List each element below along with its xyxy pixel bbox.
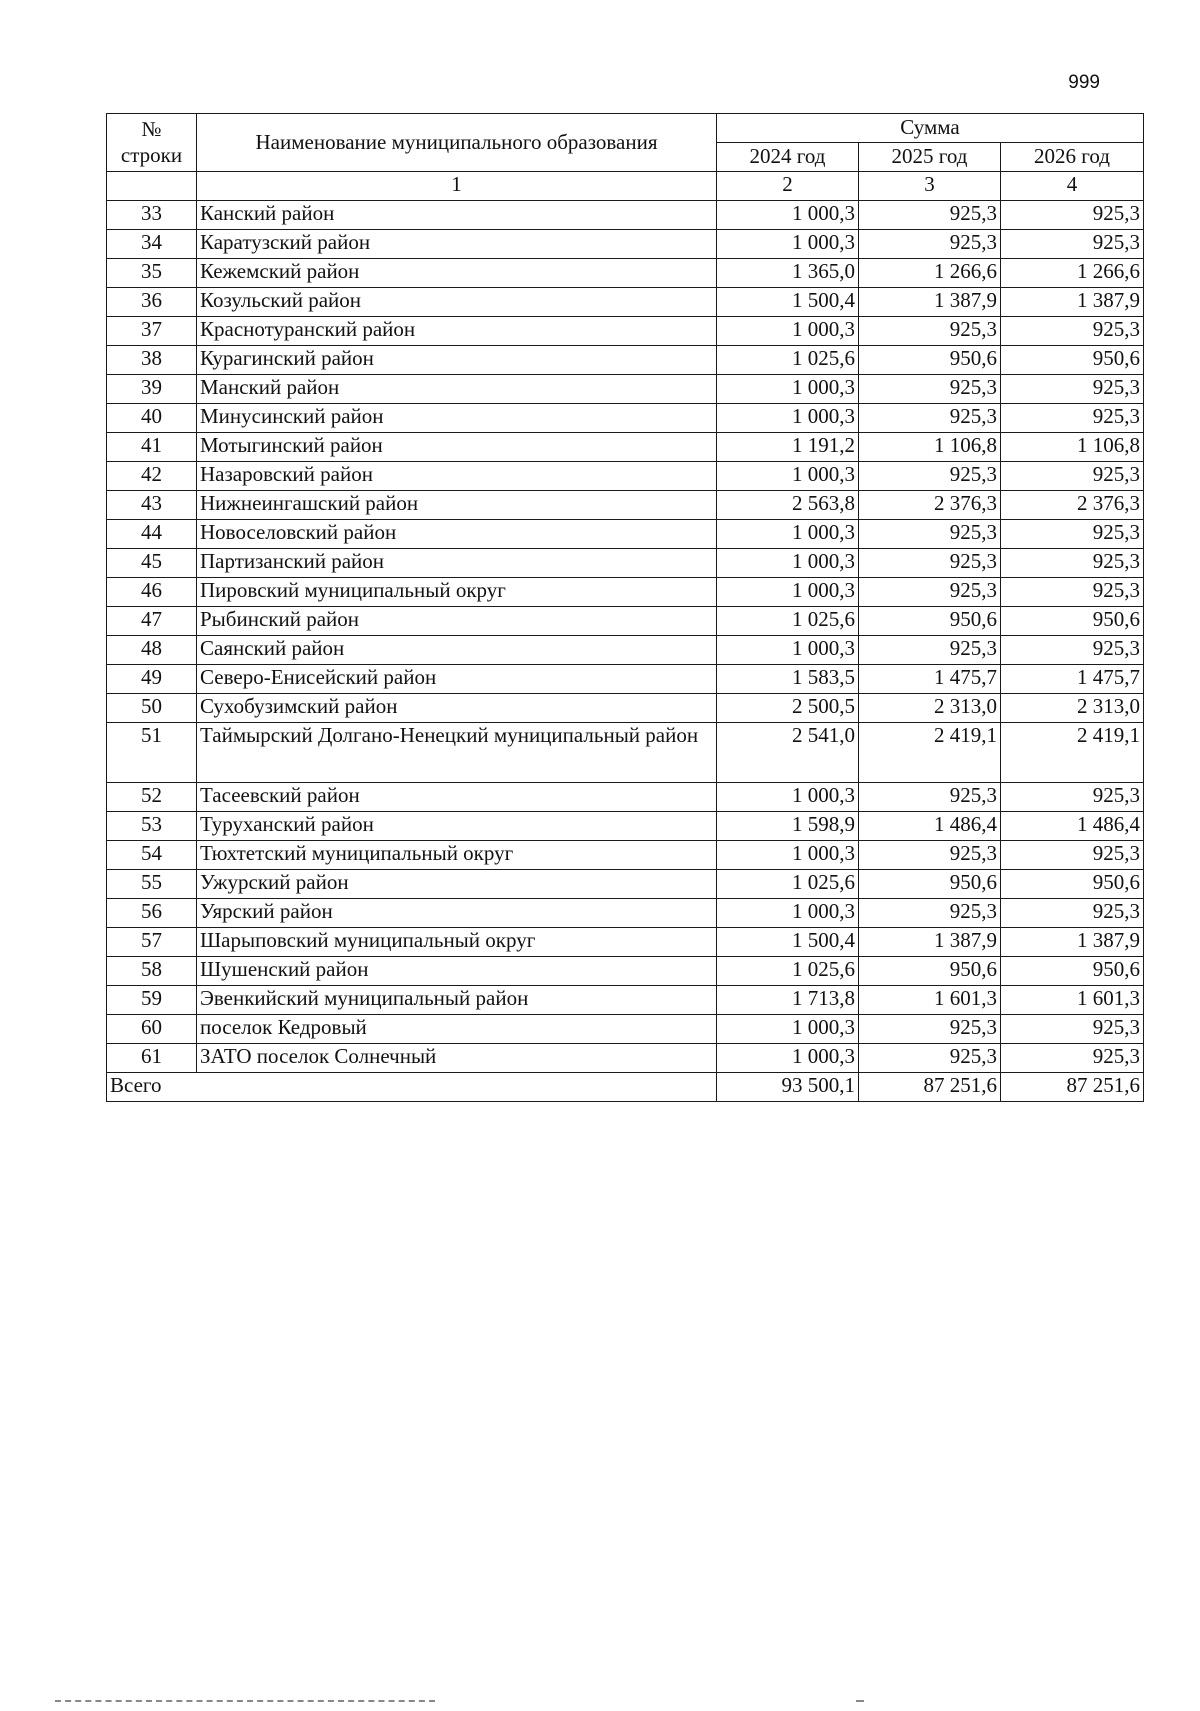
value-2026: 925,3 <box>1001 201 1144 230</box>
column-number: 4 <box>1001 172 1144 201</box>
row-number-header <box>107 114 197 172</box>
municipality-name: Минусинский район <box>197 404 717 433</box>
value-2024: 1 583,5 <box>717 665 859 694</box>
row-number: 48 <box>107 636 197 665</box>
value-2025: 1 601,3 <box>859 986 1001 1015</box>
column-number <box>107 172 197 201</box>
municipality-name: Эвенкийский муниципальный район <box>197 986 717 1015</box>
municipality-name: Пировский муниципальный округ <box>197 578 717 607</box>
value-2025: 925,3 <box>859 841 1001 870</box>
row-number-header-line1: № <box>141 117 162 142</box>
municipality-name: Тюхтетский муниципальный округ <box>197 841 717 870</box>
municipality-name: Краснотуранский район <box>197 317 717 346</box>
value-2024: 2 541,0 <box>717 723 859 783</box>
municipality-name: Рыбинский район <box>197 607 717 636</box>
table-row <box>107 578 1144 607</box>
value-2026: 1 486,4 <box>1001 812 1144 841</box>
value-2025: 2 376,3 <box>859 491 1001 520</box>
value-2026: 925,3 <box>1001 230 1144 259</box>
value-2025: 925,3 <box>859 1015 1001 1044</box>
row-number: 35 <box>107 259 197 288</box>
value-2025: 1 387,9 <box>859 928 1001 957</box>
value-2026: 925,3 <box>1001 375 1144 404</box>
table-row <box>107 201 1144 230</box>
table-row <box>107 636 1144 665</box>
name-header: Наименование муниципального образования <box>197 114 717 172</box>
value-2026: 1 387,9 <box>1001 928 1144 957</box>
value-2025: 2 419,1 <box>859 723 1001 783</box>
value-2025: 925,3 <box>859 1044 1001 1073</box>
municipality-name: Курагинский район <box>197 346 717 375</box>
row-number: 47 <box>107 607 197 636</box>
table-body <box>107 201 1144 1102</box>
value-2025: 1 475,7 <box>859 665 1001 694</box>
municipality-name: Новоселовский район <box>197 520 717 549</box>
table-row <box>107 607 1144 636</box>
value-2024: 1 000,3 <box>717 462 859 491</box>
value-2024: 1 000,3 <box>717 520 859 549</box>
total-2024: 93 500,1 <box>717 1073 859 1102</box>
municipality-name: Тасеевский район <box>197 783 717 812</box>
table-row <box>107 317 1144 346</box>
year-header-2025: 2025 год <box>859 143 1001 172</box>
value-2024: 1 000,3 <box>717 636 859 665</box>
table-row <box>107 783 1144 812</box>
table-row <box>107 870 1144 899</box>
value-2025: 925,3 <box>859 899 1001 928</box>
value-2026: 925,3 <box>1001 783 1144 812</box>
row-number: 33 <box>107 201 197 230</box>
row-number: 61 <box>107 1044 197 1073</box>
value-2026: 2 376,3 <box>1001 491 1144 520</box>
value-2024: 1 713,8 <box>717 986 859 1015</box>
table-row <box>107 694 1144 723</box>
municipality-name: Таймырский Долгано-Ненецкий муниципальный район <box>197 723 717 783</box>
value-2025: 1 486,4 <box>859 812 1001 841</box>
page-number: 999 <box>1068 72 1100 93</box>
value-2025: 1 387,9 <box>859 288 1001 317</box>
row-number: 56 <box>107 899 197 928</box>
value-2024: 1 025,6 <box>717 957 859 986</box>
value-2024: 1 025,6 <box>717 346 859 375</box>
table-row <box>107 549 1144 578</box>
municipality-name: Назаровский район <box>197 462 717 491</box>
municipality-name: Туруханский район <box>197 812 717 841</box>
scan-artifact <box>856 1700 864 1702</box>
value-2024: 1 000,3 <box>717 317 859 346</box>
value-2024: 2 563,8 <box>717 491 859 520</box>
value-2025: 925,3 <box>859 375 1001 404</box>
value-2026: 950,6 <box>1001 607 1144 636</box>
table-row <box>107 812 1144 841</box>
value-2025: 950,6 <box>859 957 1001 986</box>
table-row <box>107 986 1144 1015</box>
total-2025: 87 251,6 <box>859 1073 1001 1102</box>
row-number-header-line2: строки <box>120 142 183 167</box>
year-header-2024: 2024 год <box>717 143 859 172</box>
table-row <box>107 491 1144 520</box>
value-2026: 2 313,0 <box>1001 694 1144 723</box>
value-2026: 2 419,1 <box>1001 723 1144 783</box>
row-number: 54 <box>107 841 197 870</box>
sum-header: Сумма <box>717 114 1144 143</box>
value-2026: 925,3 <box>1001 1044 1144 1073</box>
value-2026: 925,3 <box>1001 549 1144 578</box>
table-row <box>107 665 1144 694</box>
value-2025: 950,6 <box>859 346 1001 375</box>
value-2026: 950,6 <box>1001 346 1144 375</box>
value-2024: 1 000,3 <box>717 578 859 607</box>
value-2025: 925,3 <box>859 201 1001 230</box>
value-2024: 1 000,3 <box>717 404 859 433</box>
table-row <box>107 1015 1144 1044</box>
municipality-name: Ужурский район <box>197 870 717 899</box>
row-number: 50 <box>107 694 197 723</box>
value-2024: 1 365,0 <box>717 259 859 288</box>
value-2025: 2 313,0 <box>859 694 1001 723</box>
row-number: 46 <box>107 578 197 607</box>
table-row <box>107 1044 1144 1073</box>
value-2026: 925,3 <box>1001 1015 1144 1044</box>
row-number: 42 <box>107 462 197 491</box>
row-number: 58 <box>107 957 197 986</box>
value-2024: 1 000,3 <box>717 783 859 812</box>
municipality-name: Шушенский район <box>197 957 717 986</box>
table-row <box>107 404 1144 433</box>
value-2025: 925,3 <box>859 549 1001 578</box>
value-2024: 1 000,3 <box>717 1015 859 1044</box>
row-number: 39 <box>107 375 197 404</box>
value-2025: 925,3 <box>859 578 1001 607</box>
total-label: Всего <box>107 1073 717 1102</box>
municipality-name: Саянский район <box>197 636 717 665</box>
value-2026: 925,3 <box>1001 899 1144 928</box>
value-2025: 925,3 <box>859 462 1001 491</box>
municipality-name: ЗАТО поселок Солнечный <box>197 1044 717 1073</box>
allocation-table <box>106 113 1144 1102</box>
table-row <box>107 375 1144 404</box>
column-number: 1 <box>197 172 717 201</box>
municipality-name: Канский район <box>197 201 717 230</box>
row-number: 37 <box>107 317 197 346</box>
value-2026: 1 601,3 <box>1001 986 1144 1015</box>
total-row <box>107 1073 1144 1102</box>
row-number: 43 <box>107 491 197 520</box>
value-2024: 1 025,6 <box>717 607 859 636</box>
value-2026: 950,6 <box>1001 957 1144 986</box>
table-row <box>107 230 1144 259</box>
row-number: 60 <box>107 1015 197 1044</box>
value-2026: 925,3 <box>1001 317 1144 346</box>
row-number: 34 <box>107 230 197 259</box>
table-row <box>107 723 1144 783</box>
value-2024: 1 500,4 <box>717 288 859 317</box>
municipality-name: Нижнеингашский район <box>197 491 717 520</box>
value-2026: 1 475,7 <box>1001 665 1144 694</box>
value-2024: 1 000,3 <box>717 841 859 870</box>
value-2025: 925,3 <box>859 230 1001 259</box>
table-row <box>107 928 1144 957</box>
table-row <box>107 259 1144 288</box>
row-number: 36 <box>107 288 197 317</box>
header-row-1 <box>107 114 1144 143</box>
row-number: 53 <box>107 812 197 841</box>
municipality-name: Северо-Енисейский район <box>197 665 717 694</box>
column-number-row <box>107 172 1144 201</box>
value-2026: 925,3 <box>1001 578 1144 607</box>
column-number: 3 <box>859 172 1001 201</box>
value-2025: 925,3 <box>859 520 1001 549</box>
value-2025: 925,3 <box>859 636 1001 665</box>
value-2024: 1 000,3 <box>717 549 859 578</box>
value-2024: 1 025,6 <box>717 870 859 899</box>
row-number: 59 <box>107 986 197 1015</box>
value-2025: 950,6 <box>859 870 1001 899</box>
table-row <box>107 288 1144 317</box>
value-2026: 925,3 <box>1001 636 1144 665</box>
value-2024: 1 000,3 <box>717 899 859 928</box>
table-row <box>107 520 1144 549</box>
row-number: 45 <box>107 549 197 578</box>
municipality-name: Козульский район <box>197 288 717 317</box>
row-number: 44 <box>107 520 197 549</box>
value-2025: 925,3 <box>859 317 1001 346</box>
scan-artifact <box>55 1700 435 1704</box>
year-header-2026: 2026 год <box>1001 143 1144 172</box>
value-2024: 1 000,3 <box>717 375 859 404</box>
value-2024: 1 000,3 <box>717 230 859 259</box>
municipality-name: Уярский район <box>197 899 717 928</box>
value-2026: 925,3 <box>1001 520 1144 549</box>
row-number: 41 <box>107 433 197 462</box>
value-2025: 1 266,6 <box>859 259 1001 288</box>
value-2024: 1 500,4 <box>717 928 859 957</box>
municipality-name: Кежемский район <box>197 259 717 288</box>
value-2025: 1 106,8 <box>859 433 1001 462</box>
municipality-name: Каратузский район <box>197 230 717 259</box>
municipality-name: Сухобузимский район <box>197 694 717 723</box>
value-2024: 1 598,9 <box>717 812 859 841</box>
value-2026: 925,3 <box>1001 841 1144 870</box>
value-2026: 950,6 <box>1001 870 1144 899</box>
table-row <box>107 462 1144 491</box>
row-number: 38 <box>107 346 197 375</box>
row-number: 57 <box>107 928 197 957</box>
row-number: 51 <box>107 723 197 783</box>
value-2026: 1 106,8 <box>1001 433 1144 462</box>
value-2024: 1 000,3 <box>717 1044 859 1073</box>
table-row <box>107 346 1144 375</box>
value-2024: 1 191,2 <box>717 433 859 462</box>
row-number: 52 <box>107 783 197 812</box>
value-2025: 925,3 <box>859 404 1001 433</box>
value-2025: 925,3 <box>859 783 1001 812</box>
total-2026: 87 251,6 <box>1001 1073 1144 1102</box>
table-row <box>107 899 1144 928</box>
value-2026: 1 266,6 <box>1001 259 1144 288</box>
municipality-name: Партизанский район <box>197 549 717 578</box>
municipality-name: Шарыповский муниципальный округ <box>197 928 717 957</box>
column-number: 2 <box>717 172 859 201</box>
value-2024: 1 000,3 <box>717 201 859 230</box>
value-2026: 925,3 <box>1001 404 1144 433</box>
value-2026: 1 387,9 <box>1001 288 1144 317</box>
table-row <box>107 841 1144 870</box>
table-row <box>107 957 1144 986</box>
row-number: 40 <box>107 404 197 433</box>
row-number: 55 <box>107 870 197 899</box>
municipality-name: поселок Кедровый <box>197 1015 717 1044</box>
value-2024: 2 500,5 <box>717 694 859 723</box>
row-number: 49 <box>107 665 197 694</box>
municipality-name: Манский район <box>197 375 717 404</box>
value-2025: 950,6 <box>859 607 1001 636</box>
value-2026: 925,3 <box>1001 462 1144 491</box>
table-row <box>107 433 1144 462</box>
municipality-name: Мотыгинский район <box>197 433 717 462</box>
